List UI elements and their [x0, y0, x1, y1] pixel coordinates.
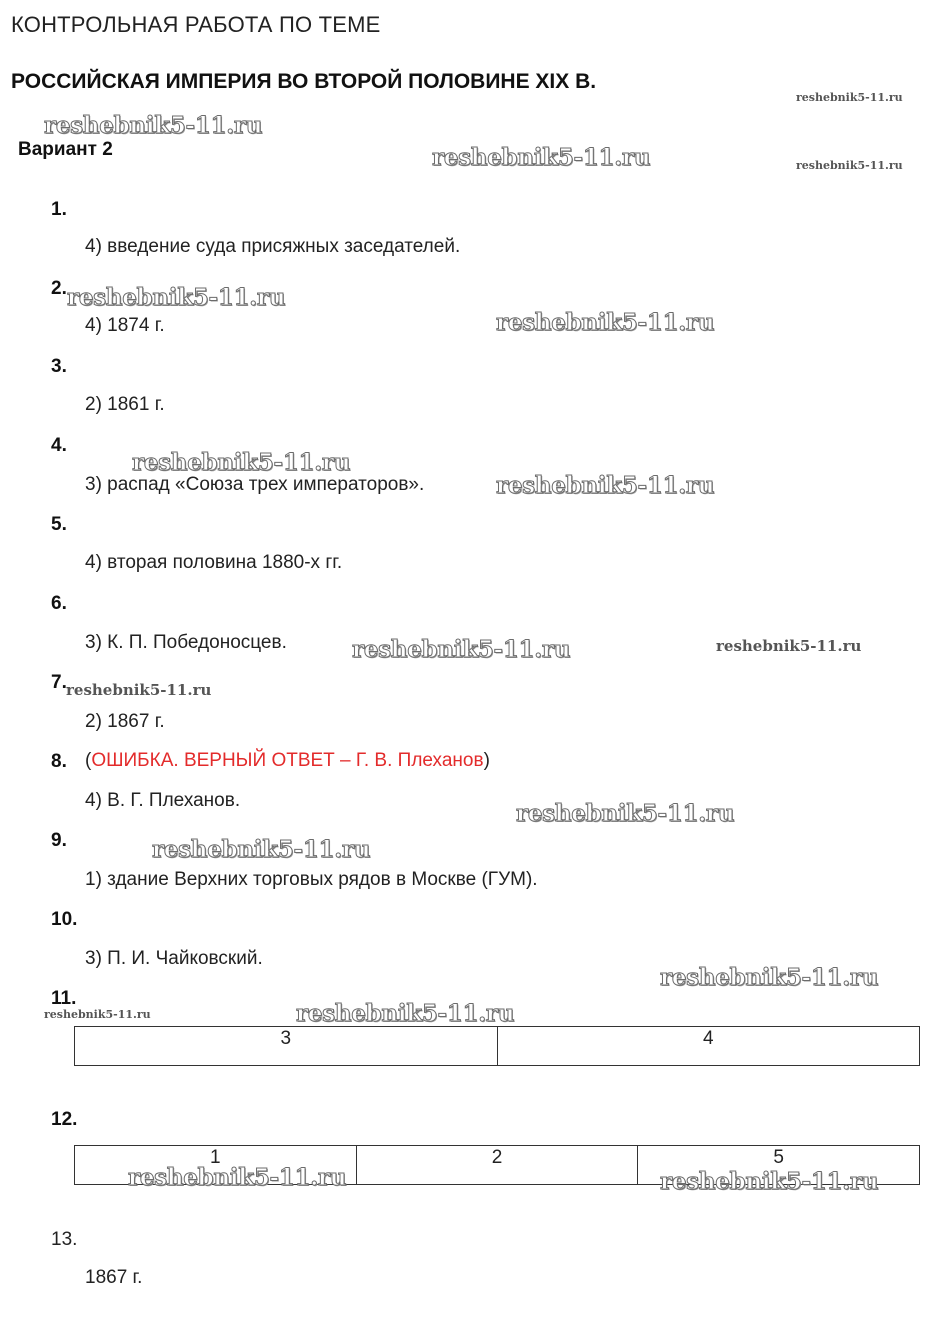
watermark: reshebnik5-11.ru — [796, 159, 903, 172]
watermark: reshebnik5-11.ru — [796, 91, 903, 104]
variant-label: Вариант 2 — [18, 139, 113, 160]
page-title: РОССИЙСКАЯ ИМПЕРИЯ ВО ВТОРОЙ ПОЛОВИНЕ XIX В. — [11, 70, 597, 93]
answer-text: 1867 г. — [85, 1267, 143, 1288]
answer-text: 3) распад «Союза трех императоров». — [85, 474, 425, 495]
answer-text: 2) 1861 г. — [85, 394, 165, 415]
answer-text: 4) вторая половина 1880-х гг. — [85, 552, 343, 573]
answer-text: 1) здание Верхних торговых рядов в Москве (ГУМ). — [85, 869, 538, 890]
question-number: 10. — [51, 909, 78, 930]
answer-text: 3) П. И. Чайковский. — [85, 948, 263, 969]
question-number: 11. — [51, 988, 77, 1009]
watermark: reshebnik5-11.ru — [716, 637, 862, 655]
error-note-text: ОШИБКА. ВЕРНЫЙ ОТВЕТ – Г. В. Плеханов — [91, 750, 484, 771]
question-number: 13. — [51, 1229, 78, 1250]
answer-text: 4) 1874 г. — [85, 315, 165, 336]
table-cell: 2 — [356, 1146, 638, 1185]
watermark: reshebnik5-11.ru — [432, 144, 651, 171]
watermark: reshebnik5-11.ru — [296, 1000, 515, 1027]
table-cell: 3 — [75, 1027, 498, 1066]
watermark: reshebnik5-11.ru — [132, 449, 351, 476]
answer-table-11 — [74, 1026, 920, 1066]
question-number: 1. — [51, 199, 67, 220]
question-number: 2. — [51, 278, 67, 299]
error-note: (ОШИБКА. ВЕРНЫЙ ОТВЕТ – Г. В. Плеханов) — [85, 750, 490, 771]
table-cell: 4 — [497, 1027, 920, 1066]
page-supertitle: КОНТРОЛЬНАЯ РАБОТА ПО ТЕМЕ — [11, 12, 381, 37]
question-number: 6. — [51, 593, 67, 614]
watermark: reshebnik5-11.ru — [67, 284, 286, 311]
question-number: 9. — [51, 830, 67, 851]
watermark: reshebnik5-11.ru — [128, 1164, 347, 1191]
answer-text: 2) 1867 г. — [85, 711, 165, 732]
table-cell: 5 — [638, 1146, 920, 1185]
watermark: reshebnik5-11.ru — [66, 681, 212, 699]
watermark: reshebnik5-11.ru — [496, 309, 715, 336]
answer-text: 4) В. Г. Плеханов. — [85, 790, 241, 811]
question-number: 5. — [51, 514, 67, 535]
watermark: reshebnik5-11.ru — [660, 964, 879, 991]
watermark: reshebnik5-11.ru — [660, 1168, 879, 1195]
question-number: 8. — [51, 751, 67, 772]
answer-text: 3) К. П. Победоносцев. — [85, 632, 287, 653]
watermark: reshebnik5-11.ru — [352, 636, 571, 663]
answer-text: 4) введение суда присяжных заседателей. — [85, 236, 461, 257]
watermark: reshebnik5-11.ru — [496, 472, 715, 499]
table-cell: 1 — [75, 1146, 357, 1185]
question-number: 4. — [51, 435, 67, 456]
watermark: reshebnik5-11.ru — [44, 112, 263, 139]
watermark: reshebnik5-11.ru — [516, 800, 735, 827]
question-number: 12. — [51, 1109, 78, 1130]
watermark: reshebnik5-11.ru — [152, 836, 371, 863]
question-number: 7. — [51, 672, 67, 693]
question-number: 3. — [51, 356, 67, 377]
watermark: reshebnik5-11.ru — [44, 1008, 151, 1021]
